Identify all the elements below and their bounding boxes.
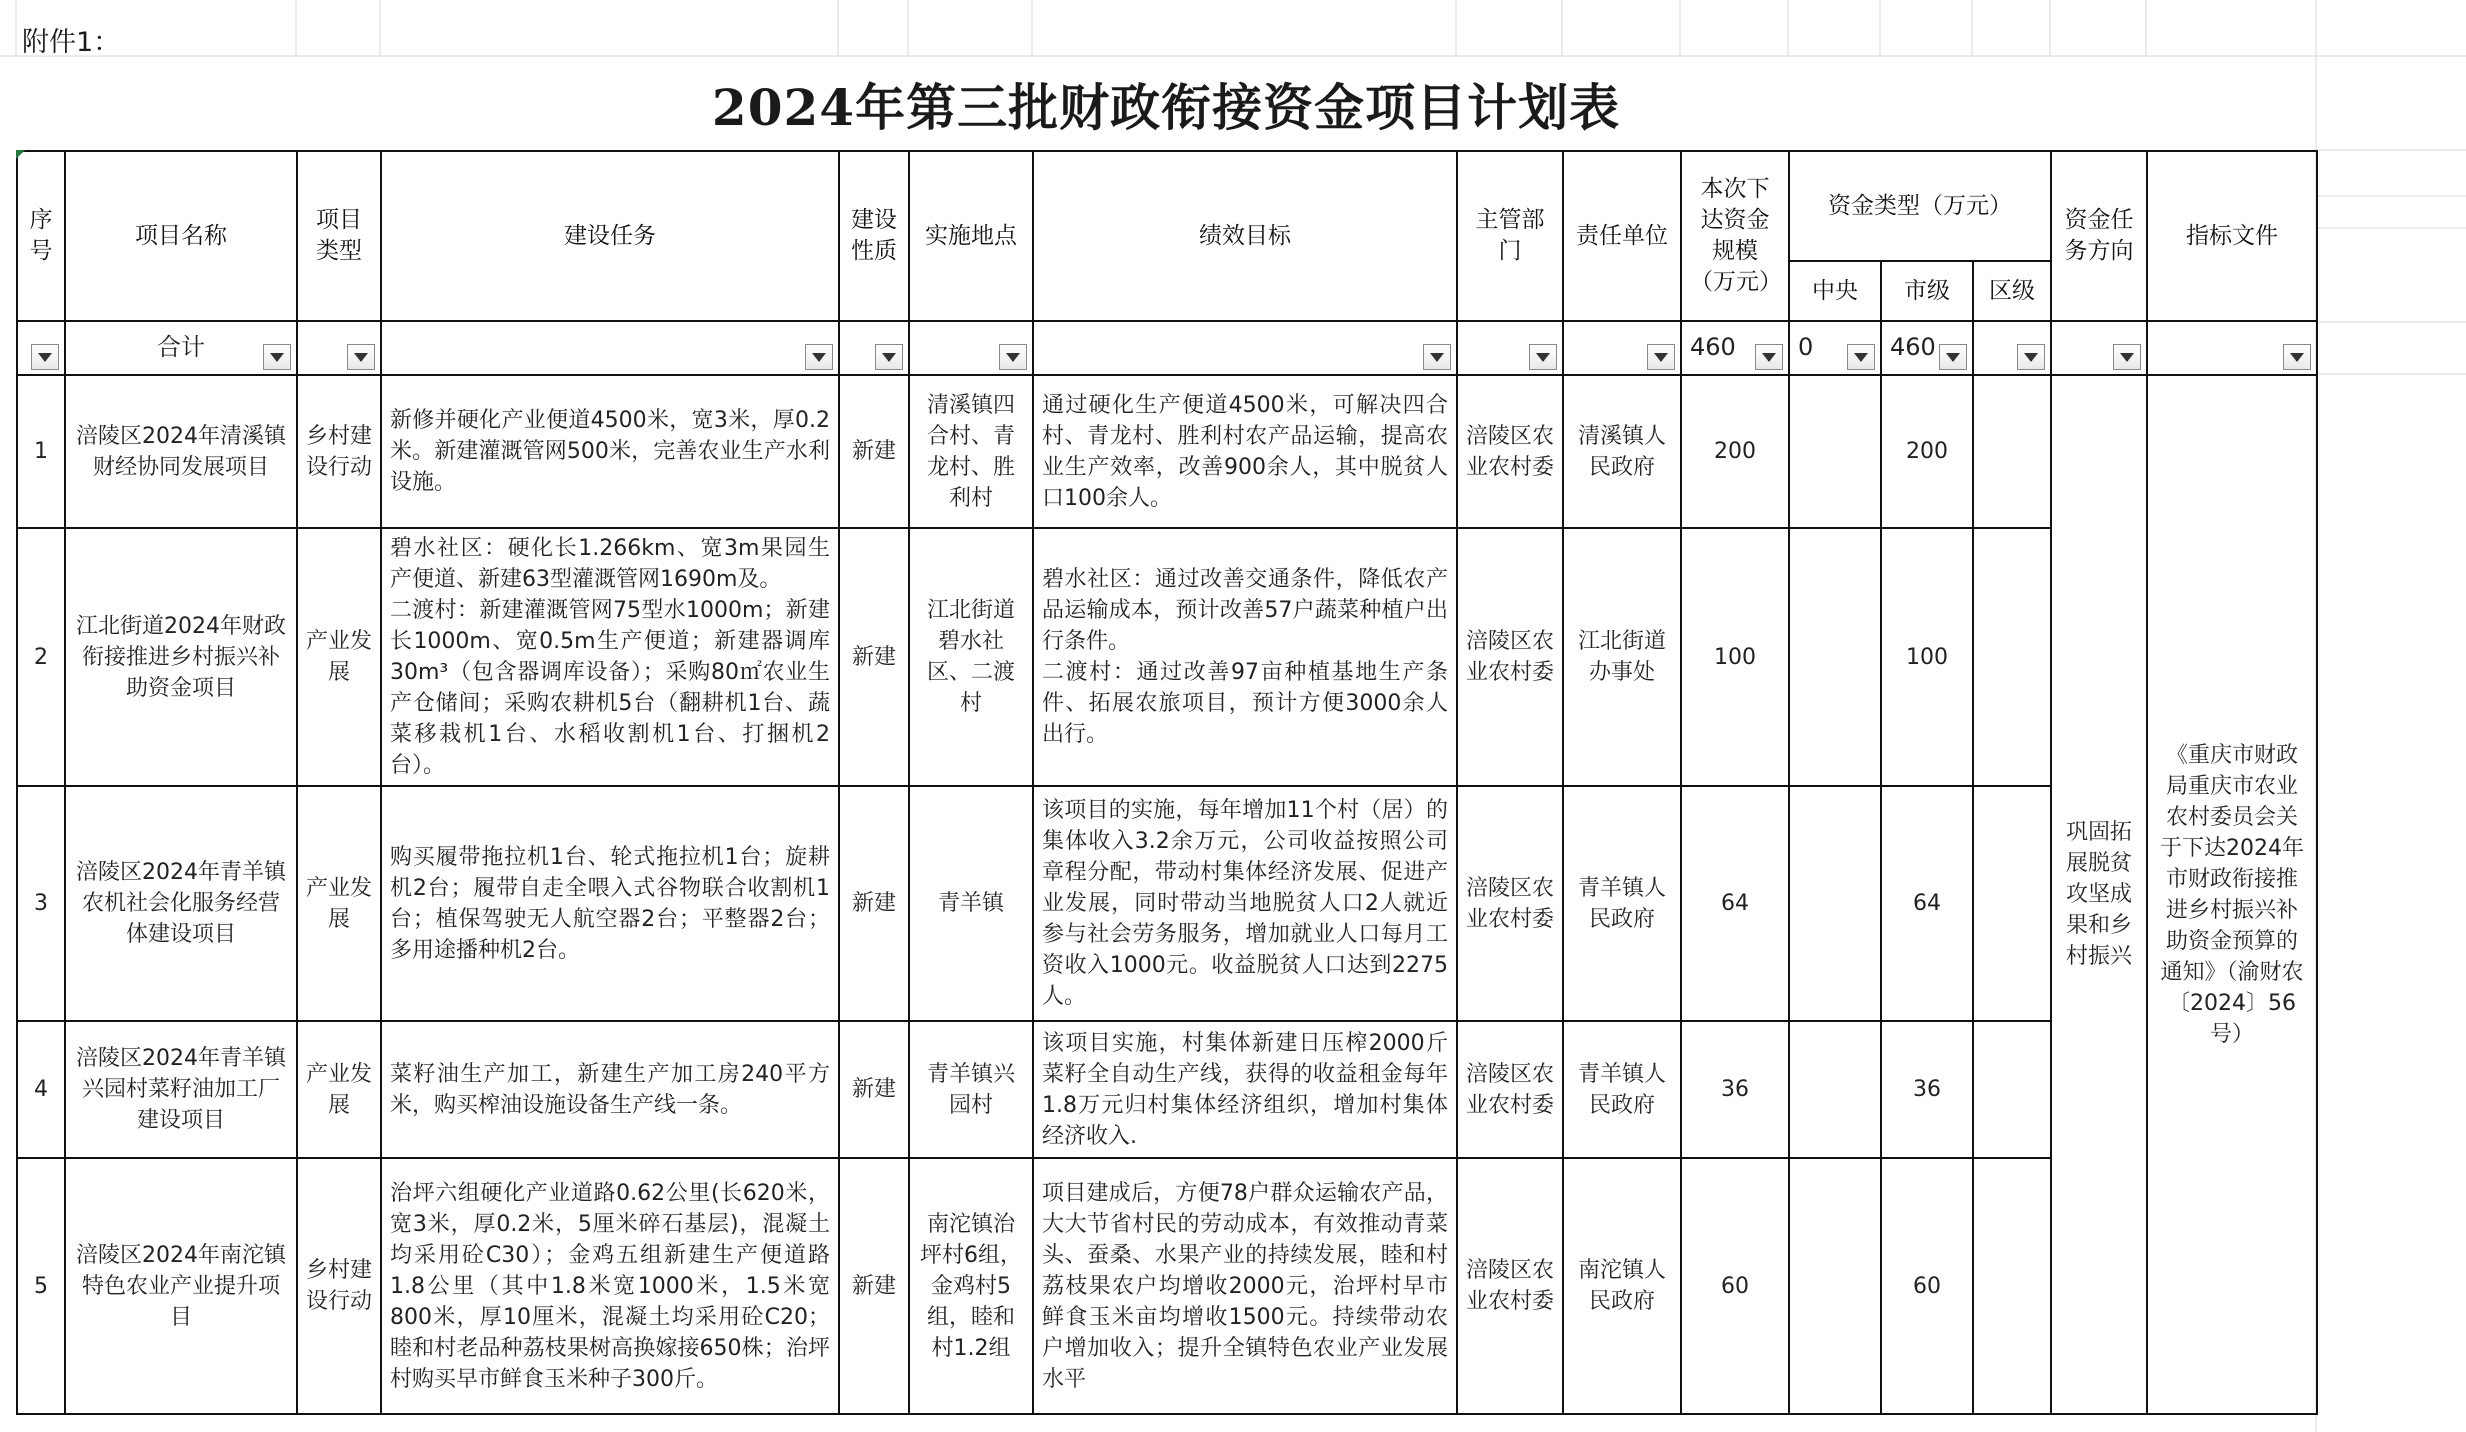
header-row-1: [17, 151, 2317, 261]
cell-dept[interactable]: 涪陵区农业农村委: [1457, 786, 1563, 1021]
cell-name[interactable]: 涪陵区2024年青羊镇农机社会化服务经营体建设项目: [65, 786, 297, 1021]
header-place[interactable]: 实施地点: [909, 151, 1033, 321]
cell-central[interactable]: [1789, 528, 1881, 786]
summary-scale-cell[interactable]: [1681, 321, 1789, 375]
cell-direction[interactable]: 巩固拓展脱贫攻坚成果和乡村振兴: [2051, 375, 2147, 1414]
filter-dropdown-icon[interactable]: [999, 344, 1027, 370]
filter-dropdown-icon[interactable]: [2017, 344, 2045, 370]
cell-unit[interactable]: 江北街道办事处: [1563, 528, 1681, 786]
cell-unit[interactable]: 青羊镇人民政府: [1563, 786, 1681, 1021]
header-scale[interactable]: 本次下达资金规模（万元）: [1681, 151, 1789, 321]
cell-type[interactable]: 产业发展: [297, 528, 381, 786]
cell-seq[interactable]: 2: [17, 528, 65, 786]
filter-dropdown-icon[interactable]: [263, 344, 291, 370]
summary-central: 0: [1798, 333, 1814, 361]
header-doc[interactable]: 指标文件: [2147, 151, 2317, 321]
cell-goal[interactable]: 该项目实施，村集体新建日压榨2000斤菜籽全自动生产线，获得的收益租金每年1.8万元归村集体经济组织，增加村集体经济收入.: [1033, 1021, 1457, 1158]
filter-dropdown-icon[interactable]: [1847, 344, 1875, 370]
project-plan-table: [16, 150, 2318, 1415]
cell-central[interactable]: [1789, 1158, 1881, 1414]
cell-goal[interactable]: 通过硬化生产便道4500米，可解决四合村、青龙村、胜利村农产品运输，提高农业生产效率，改善900余人，其中脱贫人口100余人。: [1033, 375, 1457, 528]
summary-label-cell[interactable]: [65, 321, 297, 375]
summary-type-cell[interactable]: [297, 321, 381, 375]
summary-label: 合计: [157, 333, 205, 361]
cell-nature[interactable]: 新建: [839, 1021, 909, 1158]
header-goal[interactable]: 绩效目标: [1033, 151, 1457, 321]
table-row: [17, 786, 2317, 1021]
filter-dropdown-icon[interactable]: [805, 344, 833, 370]
header-name[interactable]: 项目名称: [65, 151, 297, 321]
cell-place[interactable]: 江北街道碧水社区、二渡村: [909, 528, 1033, 786]
header-dept[interactable]: 主管部门: [1457, 151, 1563, 321]
cell-scale[interactable]: 200: [1681, 375, 1789, 528]
summary-central-cell[interactable]: [1789, 321, 1881, 375]
summary-goal-cell[interactable]: [1033, 321, 1457, 375]
cell-name[interactable]: 涪陵区2024年青羊镇兴园村菜籽油加工厂建设项目: [65, 1021, 297, 1158]
table-row: [17, 1158, 2317, 1414]
cell-comment-marker-icon: [16, 150, 25, 159]
cell-scale[interactable]: 36: [1681, 1021, 1789, 1158]
cell-name[interactable]: 涪陵区2024年清溪镇财经协同发展项目: [65, 375, 297, 528]
cell-district[interactable]: [1973, 786, 2051, 1021]
header-fund-type[interactable]: 资金类型（万元）: [1789, 151, 2051, 261]
summary-seq-cell[interactable]: [17, 321, 65, 375]
filter-dropdown-icon[interactable]: [875, 344, 903, 370]
cell-seq[interactable]: 5: [17, 1158, 65, 1414]
cell-dept[interactable]: 涪陵区农业农村委: [1457, 1158, 1563, 1414]
cell-nature[interactable]: 新建: [839, 375, 909, 528]
cell-unit[interactable]: 南沱镇人民政府: [1563, 1158, 1681, 1414]
summary-task-cell[interactable]: [381, 321, 839, 375]
summary-dept-cell[interactable]: [1457, 321, 1563, 375]
table-row: [17, 375, 2317, 528]
filter-dropdown-icon[interactable]: [31, 344, 59, 370]
cell-goal[interactable]: 碧水社区：通过改善交通条件，降低农产品运输成本，预计改善57户蔬菜种植户出行条件。 二渡村：通过改善97亩种植基地生产条件、拓展农旅项目，预计方便3000余人出行。: [1033, 528, 1457, 786]
cell-city[interactable]: 64: [1881, 786, 1973, 1021]
cell-dept[interactable]: 涪陵区农业农村委: [1457, 528, 1563, 786]
filter-dropdown-icon[interactable]: [1647, 344, 1675, 370]
cell-doc[interactable]: 《重庆市财政局重庆市农业农村委员会关于下达2024年市财政衔接推进乡村振兴补助资金预算的通知》（渝财农〔2024〕56号）: [2147, 375, 2317, 1414]
cell-city[interactable]: 100: [1881, 528, 1973, 786]
cell-task[interactable]: 治坪六组硬化产业道路0.62公里(长620米，宽3米，厚0.2米，5厘米碎石基层)，混凝土均采用砼C30）；金鸡五组新建生产便道路1.8公里（其中1.8米宽1000米，1.5米宽800米，厚10厘米，混凝土均采用砼C20；睦和村老品种荔枝果树高换嫁接650株；治坪村购买早市鲜食玉米种子300斤。: [381, 1158, 839, 1414]
header-central[interactable]: 中央: [1789, 261, 1881, 321]
cell-central[interactable]: [1789, 786, 1881, 1021]
cell-task[interactable]: 新修并硬化产业便道4500米，宽3米，厚0.2米。新建灌溉管网500米，完善农业生产水利设施。: [381, 375, 839, 528]
table-row: [17, 1021, 2317, 1158]
cell-central[interactable]: [1789, 1021, 1881, 1158]
header-task[interactable]: 建设任务: [381, 151, 839, 321]
cell-scale[interactable]: 100: [1681, 528, 1789, 786]
cell-place[interactable]: 南沱镇治坪村6组，金鸡村5组，睦和村1.2组: [909, 1158, 1033, 1414]
summary-city: 460: [1890, 333, 1936, 361]
cell-seq[interactable]: 4: [17, 1021, 65, 1158]
summary-place-cell[interactable]: [909, 321, 1033, 375]
summary-nature-cell[interactable]: [839, 321, 909, 375]
cell-type[interactable]: 产业发展: [297, 786, 381, 1021]
cell-city[interactable]: 36: [1881, 1021, 1973, 1158]
summary-city-cell[interactable]: [1881, 321, 1973, 375]
filter-dropdown-icon[interactable]: [2283, 344, 2311, 370]
header-unit[interactable]: 责任单位: [1563, 151, 1681, 321]
summary-district-cell[interactable]: [1973, 321, 2051, 375]
cell-place[interactable]: 清溪镇四合村、青龙村、胜利村: [909, 375, 1033, 528]
summary-unit-cell[interactable]: [1563, 321, 1681, 375]
header-nature[interactable]: 建设性质: [839, 151, 909, 321]
summary-row: [17, 321, 2317, 375]
header-type[interactable]: 项目类型: [297, 151, 381, 321]
attachment-label: 附件1：: [22, 27, 121, 58]
filter-dropdown-icon[interactable]: [347, 344, 375, 370]
cell-task[interactable]: 菜籽油生产加工，新建生产加工房240平方米，购买榨油设施设备生产线一条。: [381, 1021, 839, 1158]
cell-city[interactable]: 200: [1881, 375, 1973, 528]
header-direction[interactable]: 资金任务方向: [2051, 151, 2147, 321]
cell-task[interactable]: 购买履带拖拉机1台、轮式拖拉机1台；旋耕机2台；履带自走全喂入式谷物联合收割机1台；植保驾驶无人航空器2台；平整器2台；多用途播种机2台。: [381, 786, 839, 1021]
title-cell[interactable]: [16, 58, 2316, 150]
summary-direction-cell[interactable]: [2051, 321, 2147, 375]
filter-dropdown-icon[interactable]: [1939, 344, 1967, 370]
cell-district[interactable]: [1973, 375, 2051, 528]
filter-dropdown-icon[interactable]: [1755, 344, 1783, 370]
header-seq[interactable]: 序号: [17, 151, 65, 321]
page-title: 2024年第三批财政衔接资金项目计划表: [711, 78, 1621, 137]
cell-task[interactable]: 碧水社区：硬化长1.266km、宽3m果园生产便道、新建63型灌溉管网1690m及。 二渡村：新建灌溉管网75型水1000m；新建长1000m、宽0.5m生产便道；新建器调库30m³（包含器调库设备）；采购80㎡农业生产仓储间；采购农耕机5台（翻耕机1台、蔬菜移栽机1台、水稻收割机1台、打捆机2台）。: [381, 528, 839, 786]
cell-name[interactable]: 涪陵区2024年南沱镇特色农业产业提升项目: [65, 1158, 297, 1414]
cell-city[interactable]: 60: [1881, 1158, 1973, 1414]
cell-district[interactable]: [1973, 1158, 2051, 1414]
header-city[interactable]: 市级: [1881, 261, 1973, 321]
cell-district[interactable]: [1973, 1021, 2051, 1158]
cell-seq[interactable]: 3: [17, 786, 65, 1021]
cell-unit[interactable]: 青羊镇人民政府: [1563, 1021, 1681, 1158]
cell-place[interactable]: 青羊镇兴园村: [909, 1021, 1033, 1158]
cell-nature[interactable]: 新建: [839, 786, 909, 1021]
cell-nature[interactable]: 新建: [839, 1158, 909, 1414]
header-district[interactable]: 区级: [1973, 261, 2051, 321]
cell-unit[interactable]: 清溪镇人民政府: [1563, 375, 1681, 528]
filter-dropdown-icon[interactable]: [1423, 344, 1451, 370]
cell-scale[interactable]: 64: [1681, 786, 1789, 1021]
cell-dept[interactable]: 涪陵区农业农村委: [1457, 1021, 1563, 1158]
cell-goal[interactable]: 项目建成后，方便78户群众运输农产品，大大节省村民的劳动成本，有效推动青菜头、蚕桑、水果产业的持续发展，睦和村荔枝果农户均增收2000元，治坪村早市鲜食玉米亩均增收1500元。持续带动农户增加收入；提升全镇特色农业产业发展水平: [1033, 1158, 1457, 1414]
cell-seq[interactable]: 1: [17, 375, 65, 528]
cell-type[interactable]: 乡村建设行动: [297, 375, 381, 528]
cell-nature[interactable]: 新建: [839, 528, 909, 786]
cell-scale[interactable]: 60: [1681, 1158, 1789, 1414]
cell-type[interactable]: 乡村建设行动: [297, 1158, 381, 1414]
cell-dept[interactable]: 涪陵区农业农村委: [1457, 375, 1563, 528]
cell-goal[interactable]: 该项目的实施，每年增加11个村（居）的集体收入3.2余万元，公司收益按照公司章程分配，带动村集体经济发展、促进产业发展，同时带动当地脱贫人口2人就近参与社会劳务服务，增加就业人口每月工资收入1000元。收益脱贫人口达到2275人。: [1033, 786, 1457, 1021]
cell-name[interactable]: 江北街道2024年财政衔接推进乡村振兴补助资金项目: [65, 528, 297, 786]
summary-scale: 460: [1690, 333, 1736, 361]
cell-place[interactable]: 青羊镇: [909, 786, 1033, 1021]
filter-dropdown-icon[interactable]: [1529, 344, 1557, 370]
summary-doc-cell[interactable]: [2147, 321, 2317, 375]
cell-type[interactable]: 产业发展: [297, 1021, 381, 1158]
cell-central[interactable]: [1789, 375, 1881, 528]
cell-district[interactable]: [1973, 528, 2051, 786]
filter-dropdown-icon[interactable]: [2113, 344, 2141, 370]
table-row: [17, 528, 2317, 786]
